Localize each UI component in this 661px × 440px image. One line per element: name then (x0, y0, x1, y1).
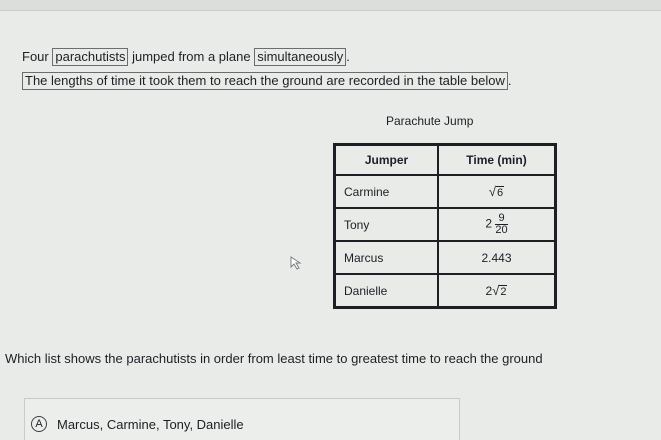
table-row (335, 175, 556, 208)
intro-period: . (346, 49, 350, 64)
table-row (335, 274, 556, 308)
answer-choice-a[interactable] (24, 398, 460, 440)
jumper-name: Tony (335, 208, 439, 241)
intro-line2-period: . (507, 73, 512, 88)
header-jumper: Jumper (335, 145, 439, 176)
highlighted-sentence[interactable]: The lengths of time it took them to reach the ground are recorded in the table below (22, 72, 508, 90)
intro-line-1 (22, 48, 350, 66)
highlighted-word-simultaneously[interactable]: simultaneously (254, 48, 346, 66)
table-row (335, 241, 556, 274)
header-time: Time (min) (438, 145, 556, 176)
mixed-whole: 2 (485, 216, 493, 231)
mouse-pointer-icon (290, 256, 302, 275)
jumper-name: Carmine (335, 175, 439, 208)
time-value (438, 175, 556, 208)
time-value (438, 274, 556, 308)
time-value (438, 208, 556, 241)
radicand: 6 (497, 187, 504, 199)
table-row (335, 208, 556, 241)
highlighted-word-parachutists[interactable]: parachutists (52, 48, 128, 66)
fraction (495, 213, 507, 236)
question-text: Which list shows the parachutists in order from least time to greatest time to reach the ground (5, 351, 543, 366)
coefficient: 2 (485, 284, 493, 298)
top-toolbar (0, 0, 661, 11)
parachute-table (333, 143, 557, 309)
jumper-name: Marcus (335, 241, 439, 274)
intro-text-middle: jumped from a plane (132, 49, 251, 64)
table-title: Parachute Jump (386, 114, 474, 128)
jumper-name: Danielle (335, 274, 439, 308)
sqrt-symbol: √ (488, 184, 496, 199)
choice-text-a: Marcus, Carmine, Tony, Danielle (57, 417, 244, 432)
numerator: 9 (495, 213, 507, 225)
intro-text-start: Four (22, 49, 49, 64)
sqrt-symbol: √ (492, 283, 500, 298)
radicand: 2 (500, 286, 507, 298)
table-header-row (335, 145, 556, 176)
choice-letter-a: A (31, 416, 47, 432)
intro-line-2 (22, 72, 511, 90)
time-value: 2.443 (438, 241, 556, 274)
denominator: 20 (495, 224, 508, 236)
